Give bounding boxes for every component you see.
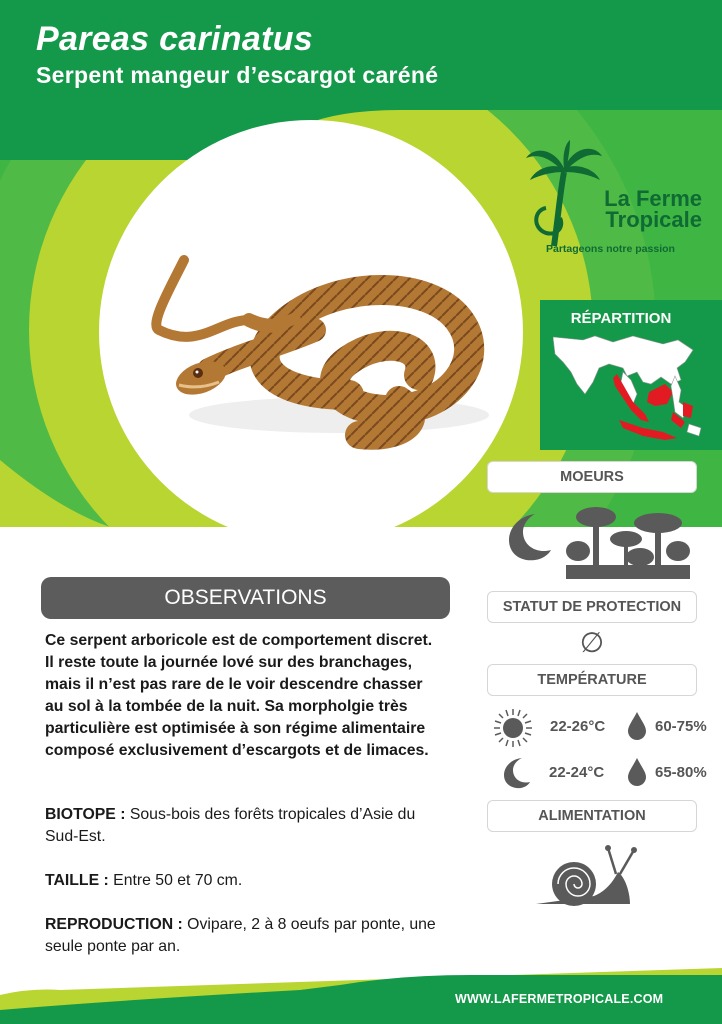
brand-tagline: Partageons notre passion xyxy=(546,243,675,255)
brand-logo xyxy=(524,138,704,262)
taille-value: Entre 50 et 70 cm. xyxy=(108,872,243,889)
website-link[interactable]: WWW.LAFERMETROPICALE.COM xyxy=(455,992,664,1006)
repartition-title: RÉPARTITION xyxy=(570,310,672,327)
biotope-info xyxy=(45,804,445,848)
brand-name-line1: La Ferme xyxy=(604,186,702,211)
sun-icon xyxy=(493,708,533,748)
reproduction-value: Ovipare, 2 à 8 oeufs par ponte, une seule ponte par an. xyxy=(45,916,436,955)
observations-description: Ce serpent arboricole est de comportement discret. Il reste toute la journée lové sur des branchages, mais il n’est pas rare de le voir descendre chasser au sol à la tombée de la nuit. Sa morpholgie très particulière est optimisée à son régime alimentaire composé exclusivement d’escargots et de limaces. xyxy=(45,632,433,759)
night-moon-icon xyxy=(502,757,532,789)
day-humidity-drop-icon xyxy=(627,712,647,740)
biotope-label: BIOTOPE : xyxy=(45,806,126,823)
observations-title: OBSERVATIONS xyxy=(41,577,450,619)
biotope-value: Sous-bois des forêts tropicales d’Asie du Sud-Est. xyxy=(45,806,416,845)
reproduction-label: REPRODUCTION : xyxy=(45,916,183,933)
snake-illustration xyxy=(99,120,523,544)
snake-photo xyxy=(99,120,523,544)
scientific-name: Pareas carinatus xyxy=(36,20,313,58)
forest-icon xyxy=(566,503,690,579)
moeurs-label: MOEURS xyxy=(487,461,697,493)
distribution-map xyxy=(553,332,705,444)
taille-info xyxy=(45,870,445,892)
reproduction-info xyxy=(45,914,445,958)
protection-status-value: ∅ xyxy=(579,627,605,658)
protection-label: STATUT DE PROTECTION xyxy=(487,591,697,623)
brand-name-line2: Tropicale xyxy=(605,207,702,232)
alimentation-label: ALIMENTATION xyxy=(487,800,697,832)
moon-icon xyxy=(505,512,553,562)
night-temperature: 22-24°C xyxy=(549,764,605,781)
night-humidity: 65-80% xyxy=(655,764,707,781)
taille-label: TAILLE : xyxy=(45,872,109,889)
day-temperature: 22-26°C xyxy=(550,718,606,735)
snail-icon xyxy=(534,844,638,908)
night-humidity-drop-icon xyxy=(627,758,647,786)
day-humidity: 60-75% xyxy=(655,718,707,735)
common-name: Serpent mangeur d’escargot caréné xyxy=(36,62,439,88)
temperature-label: TEMPÉRATURE xyxy=(487,664,697,696)
